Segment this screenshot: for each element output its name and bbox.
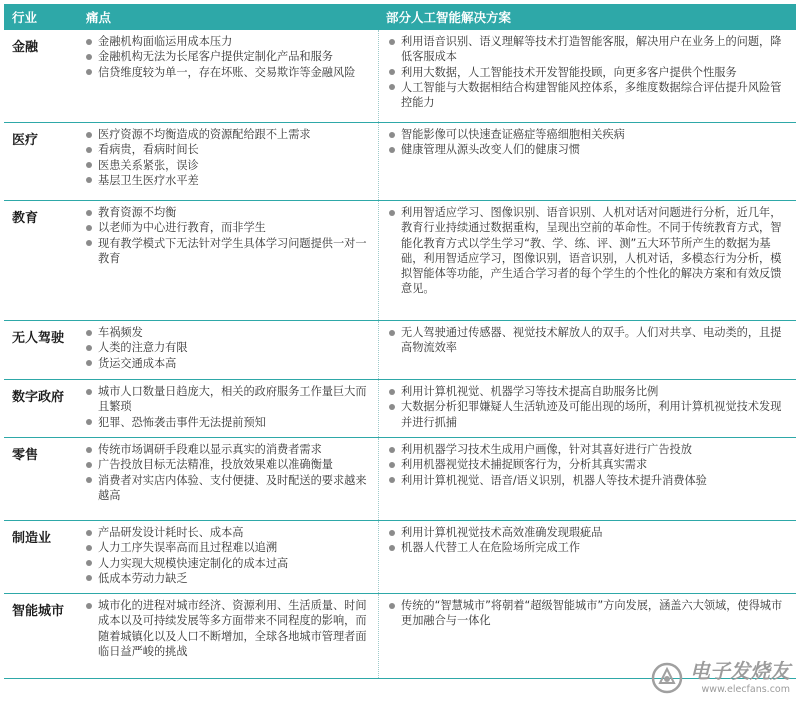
pain-point-item: 金融机构面临运用成本压力 bbox=[84, 34, 374, 49]
solutions-cell bbox=[378, 321, 796, 379]
pain-point-item: 货运交通成本高 bbox=[84, 356, 374, 371]
pain-point-item: 犯罪、恐怖袭击事件无法提前预知 bbox=[84, 415, 374, 430]
pain-point-item: 人类的注意力有限 bbox=[84, 340, 374, 355]
solution-item: 无人驾驶通过传感器、视觉技术解放人的双手。人们对共享、电动类的，且提高物流效率 bbox=[387, 325, 792, 356]
pain-points-cell bbox=[78, 438, 378, 520]
table-row bbox=[4, 201, 796, 321]
solution-item: 利用智适应学习、图像识别、语音识别、人机对话对问题进行分析，近几年，教育行业持续通过数据重构，呈现出空前的革命性。不同于传统教育方式，智能化教育方式以学生学习“教、学、练、评、测”五大环节所产生的数据为基础，利用智适应学习，图像识别，语音识别，人机对话，多模态行为分析，模拟智能体等功能，产生适合学习者的每个学生的个性化的解决方案和有效反馈意见。 bbox=[387, 205, 792, 297]
industry-cell: 无人驾驶 bbox=[12, 331, 65, 346]
pain-point-item: 金融机构无法为长尾客户提供定制化产品和服务 bbox=[84, 49, 374, 64]
solution-item: 健康管理从源头改变人们的健康习惯 bbox=[387, 142, 792, 157]
pain-points-cell bbox=[78, 30, 378, 122]
pain-points-cell bbox=[78, 380, 378, 437]
watermark-brand: 电子发烧友 bbox=[690, 659, 790, 683]
solution-item: 利用语音识别、语义理解等技术打造智能客服，解决用户在业务上的问题，降低客服成本 bbox=[387, 34, 792, 65]
pain-point-item: 消费者对实店内体验、支付便捷、及时配送的要求越来越高 bbox=[84, 473, 374, 504]
industry-cell: 教育 bbox=[12, 211, 39, 226]
pain-point-item: 城市化的进程对城市经济、资源利用、生活质量、时间成本以及可持续发展等多方面带来不同程度的影响，而随着城镇化以及人口不断增加，全球各地城市管理者面临日益严峻的挑战 bbox=[84, 598, 374, 659]
header-industry: 行业 bbox=[12, 10, 38, 25]
solution-item: 利用大数据，人工智能技术开发智能投顾，向更多客户提供个性服务 bbox=[387, 65, 792, 80]
pain-points-cell bbox=[78, 201, 378, 320]
table-row bbox=[4, 321, 796, 380]
header-solutions: 部分人工智能解决方案 bbox=[386, 10, 512, 25]
table-row bbox=[4, 380, 796, 438]
solution-item: 智能影像可以快速查证癌症等癌细胞相关疾病 bbox=[387, 127, 792, 142]
pain-points-cell bbox=[78, 123, 378, 200]
industry-cell: 零售 bbox=[12, 448, 39, 463]
table-row bbox=[4, 123, 796, 201]
table-row bbox=[4, 438, 796, 521]
industry-cell: 智能城市 bbox=[12, 604, 65, 619]
elecfans-logo-icon bbox=[650, 661, 684, 695]
solutions-cell bbox=[378, 380, 796, 437]
pain-point-item: 城市人口数量日趋庞大，相关的政府服务工作量巨大而且繁琐 bbox=[84, 384, 374, 415]
solution-item: 利用计算机视觉、语音/语义识别，机器人等技术提升消费体验 bbox=[387, 473, 792, 488]
pain-point-item: 基层卫生医疗水平差 bbox=[84, 173, 374, 188]
solutions-cell bbox=[378, 521, 796, 593]
solution-item: 大数据分析犯罪嫌疑人生活轨迹及可能出现的场所，利用计算机视觉技术发现并进行抓捕 bbox=[387, 399, 792, 430]
pain-point-item: 教育资源不均衡 bbox=[84, 205, 374, 220]
pain-point-item: 车祸频发 bbox=[84, 325, 374, 340]
pain-point-item: 信贷维度较为单一，存在坏账、交易欺诈等金融风险 bbox=[84, 65, 374, 80]
industry-cell: 制造业 bbox=[12, 531, 52, 546]
pain-point-item: 广告投放目标无法精准，投放效果难以准确衡量 bbox=[84, 457, 374, 472]
solution-item: 利用机器视觉技术捕捉顾客行为，分析其真实需求 bbox=[387, 457, 792, 472]
solutions-cell bbox=[378, 201, 796, 320]
pain-point-item: 产品研发设计耗时长、成本高 bbox=[84, 525, 374, 540]
solutions-cell bbox=[378, 438, 796, 520]
pain-point-item: 医疗资源不均衡造成的资源配给跟不上需求 bbox=[84, 127, 374, 142]
pain-point-item: 传统市场调研手段难以显示真实的消费者需求 bbox=[84, 442, 374, 457]
watermark-url: www.elecfans.com bbox=[701, 684, 790, 695]
industry-cell: 医疗 bbox=[12, 133, 39, 148]
pain-point-item: 以老师为中心进行教育，而非学生 bbox=[84, 220, 374, 235]
solution-item: 人工智能与大数据相结合构建智能风控体系，多维度数据综合评估提升风险管控能力 bbox=[387, 80, 792, 111]
table-row bbox=[4, 30, 796, 123]
solution-item: 机器人代替工人在危险场所完成工作 bbox=[387, 540, 792, 555]
solution-item: 利用计算机视觉技术高效准确发现瑕疵品 bbox=[387, 525, 792, 540]
pain-points-cell bbox=[78, 594, 378, 678]
pain-point-item: 人力工序失误率高而且过程难以追溯 bbox=[84, 540, 374, 555]
table-body bbox=[4, 30, 796, 679]
table-row bbox=[4, 521, 796, 594]
pain-points-cell bbox=[78, 321, 378, 379]
solution-item: 传统的“智慧城市”将朝着“超级智能城市”方向发展，涵盖六大领域，使得城市更加融合与一体化 bbox=[387, 598, 792, 629]
solution-item: 利用机器学习技术生成用户画像，针对其喜好进行广告投放 bbox=[387, 442, 792, 457]
header-pain-points: 痛点 bbox=[86, 10, 112, 25]
pain-point-item: 低成本劳动力缺乏 bbox=[84, 571, 374, 586]
pain-point-item: 医患关系紧张，误诊 bbox=[84, 158, 374, 173]
solutions-cell bbox=[378, 123, 796, 200]
ai-solutions-table bbox=[4, 4, 796, 679]
pain-point-item: 看病贵，看病时间长 bbox=[84, 142, 374, 157]
table-header bbox=[4, 4, 796, 30]
solutions-cell bbox=[378, 30, 796, 122]
pain-points-cell bbox=[78, 521, 378, 593]
watermark bbox=[650, 655, 790, 695]
pain-point-item: 人力实现大规模快速定制化的成本过高 bbox=[84, 556, 374, 571]
pain-point-item: 现有教学模式下无法针对学生具体学习问题提供一对一教育 bbox=[84, 236, 374, 267]
industry-cell: 数字政府 bbox=[12, 390, 65, 405]
industry-cell: 金融 bbox=[12, 40, 39, 55]
solution-item: 利用计算机视觉、机器学习等技术提高自助服务比例 bbox=[387, 384, 792, 399]
